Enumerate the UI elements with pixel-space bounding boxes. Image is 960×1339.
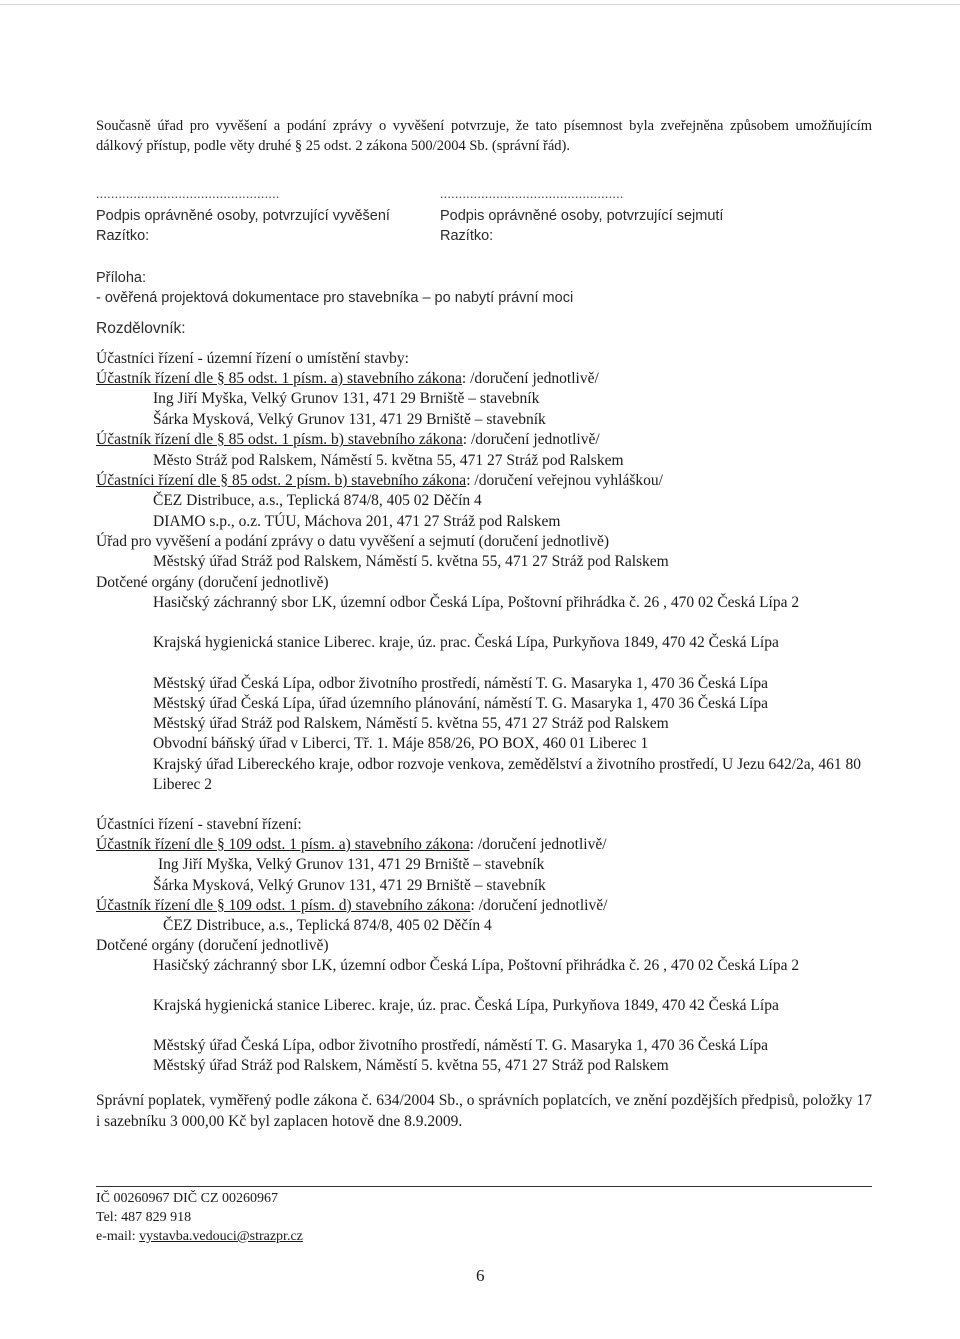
list-item: DIAMO s.p., o.z. TÚU, Máchova 201, 471 27 Stráž pod Ralskem [153,513,561,530]
top-edge-line [0,4,960,5]
attachment-heading: Příloha: [96,270,146,286]
list-item: Městský úřad Stráž pod Ralskem, Náměstí 5. května 55, 471 27 Stráž pod Ralskem [153,715,669,732]
footer-email: e-mail: vystavba.vedouci@strazpr.cz [96,1229,303,1244]
list-item: Hasičský záchranný sbor LK, územní odbor Česká Lípa, Poštovní přihrádka č. 26 , 470 02 Česká Lípa 2 [153,957,800,974]
list-item: ČEZ Distribuce, a.s., Teplická 874/8, 405 02 Děčín 4 [153,492,482,509]
signature-label-removal: Podpis oprávněné osoby, potvrzující sejmutí [440,208,724,224]
list-item: Městský úřad Česká Lípa, odbor životního prostředí, náměstí T. G. Masaryka 1, 470 36 Česká Lípa [153,1037,769,1054]
list-item: Šárka Mysková, Velký Grunov 131, 471 29 Brniště – stavebník [153,877,546,894]
stamp-label-posting: Razítko: [96,228,150,244]
list-item: Městský úřad Stráž pod Ralskem, Náměstí 5. května 55, 471 27 Stráž pod Ralskem [153,1057,669,1074]
list-item: Ing Jiří Myška, Velký Grunov 131, 471 29 Brniště – stavebník [158,856,545,873]
building-party-2: Účastník řízení dle § 109 odst. 1 písm. d) stavebního zákona: /doručení jednotlivě/ [96,897,608,914]
list-item: Město Stráž pod Ralskem, Náměstí 5. května 55, 471 27 Stráž pod Ralskem [153,452,624,469]
building-heading: Účastníci řízení - stavební řízení: [96,816,302,833]
administrative-fee-text: Správní poplatek, vyměřený podle zákona č. 634/2004 Sb., o správních poplatcích, ve znění pozdějších předpisů, položky 17 i sazebníku 3 000,00 Kč byl zaplacen hotově dne 8.9.2009. [96,1092,872,1130]
signature-line-posting: ................................................. [96,186,280,201]
distribution-heading: Rozdělovník: [96,320,186,337]
signature-label-posting: Podpis oprávněné osoby, potvrzující vyvěšení [96,208,390,224]
page-number: 6 [476,1266,485,1285]
list-item: Krajská hygienická stanice Liberec. kraje, úz. prac. Česká Lípa, Purkyňova 1849, 470 42 Česká Lípa [153,634,779,651]
list-item: Ing Jiří Myška, Velký Grunov 131, 471 29 Brniště – stavebník [153,390,540,407]
list-item: Městský úřad Stráž pod Ralskem, Náměstí 5. května 55, 471 27 Stráž pod Ralskem [153,553,669,570]
stamp-label-removal: Razítko: [440,228,494,244]
building-party-1: Účastník řízení dle § 109 odst. 1 písm. a) stavebního zákona: /doručení jednotlivě/ [96,836,607,853]
territorial-party-1: Účastník řízení dle § 85 odst. 1 písm. a) stavebního zákona: /doručení jednotlivě/ [96,370,599,387]
list-item: Městský úřad Česká Lípa, odbor životního prostředí, náměstí T. G. Masaryka 1, 470 36 Česká Lípa [153,675,769,692]
signature-line-removal: ................................................. [440,186,624,201]
footer-phone: Tel: 487 829 918 [96,1210,192,1225]
list-item: Šárka Mysková, Velký Grunov 131, 471 29 Brniště – stavebník [153,411,546,428]
territorial-party-3: Účastníci řízení dle § 85 odst. 2 písm. b) stavebního zákona: /doručení veřejnou vyhláškou/ [96,472,663,489]
authorities-heading: Dotčené orgány (doručení jednotlivě) [96,574,329,591]
territorial-party-2: Účastník řízení dle § 85 odst. 1 písm. b) stavebního zákona: /doručení jednotlivě/ [96,431,600,448]
authorities-heading: Dotčené orgány (doručení jednotlivě) [96,937,329,954]
territorial-heading: Účastníci řízení - územní řízení o umístění stavby: [96,350,409,367]
attachment-item: - ověřená projektová dokumentace pro stavebníka – po nabytí právní moci [96,290,574,306]
list-item: Obvodní báňský úřad v Liberci, Tř. 1. Máje 858/26, PO BOX, 460 01 Liberec 1 [153,735,649,752]
list-item: Krajská hygienická stanice Liberec. kraje, úz. prac. Česká Lípa, Purkyňova 1849, 470 42 Česká Lípa [153,997,779,1014]
list-item: ČEZ Distribuce, a.s., Teplická 874/8, 405 02 Děčín 4 [163,917,492,934]
posting-confirmation-text: Současně úřad pro vyvěšení a podání zprávy o vyvěšení potvrzuje, že tato písemnost byla zveřejněna způsobem umožňujícím dálkový přístup, podle věty druhé § 25 odst. 2 zákona 500/2004 Sb. (správní řád). [96,118,872,154]
list-item: Krajský úřad Libereckého kraje, odbor rozvoje venkova, zemědělství a životního prostředí, U Jezu 642/2a, 461 80 Liberec 2 [153,756,862,793]
footer-divider [96,1186,872,1187]
posting-office-heading: Úřad pro vyvěšení a podání zprávy o datu vyvěšení a sejmutí (doručení jednotlivě) [96,533,610,550]
footer-ids: IČ 00260967 DIČ CZ 00260967 [96,1191,278,1206]
email-link[interactable]: vystavba.vedouci@strazpr.cz [139,1229,303,1244]
list-item: Městský úřad Česká Lípa, úřad územního plánování, náměstí T. G. Masaryka 1, 470 36 Česká Lípa [153,695,768,712]
list-item: Hasičský záchranný sbor LK, územní odbor Česká Lípa, Poštovní přihrádka č. 26 , 470 02 Česká Lípa 2 [153,594,800,611]
